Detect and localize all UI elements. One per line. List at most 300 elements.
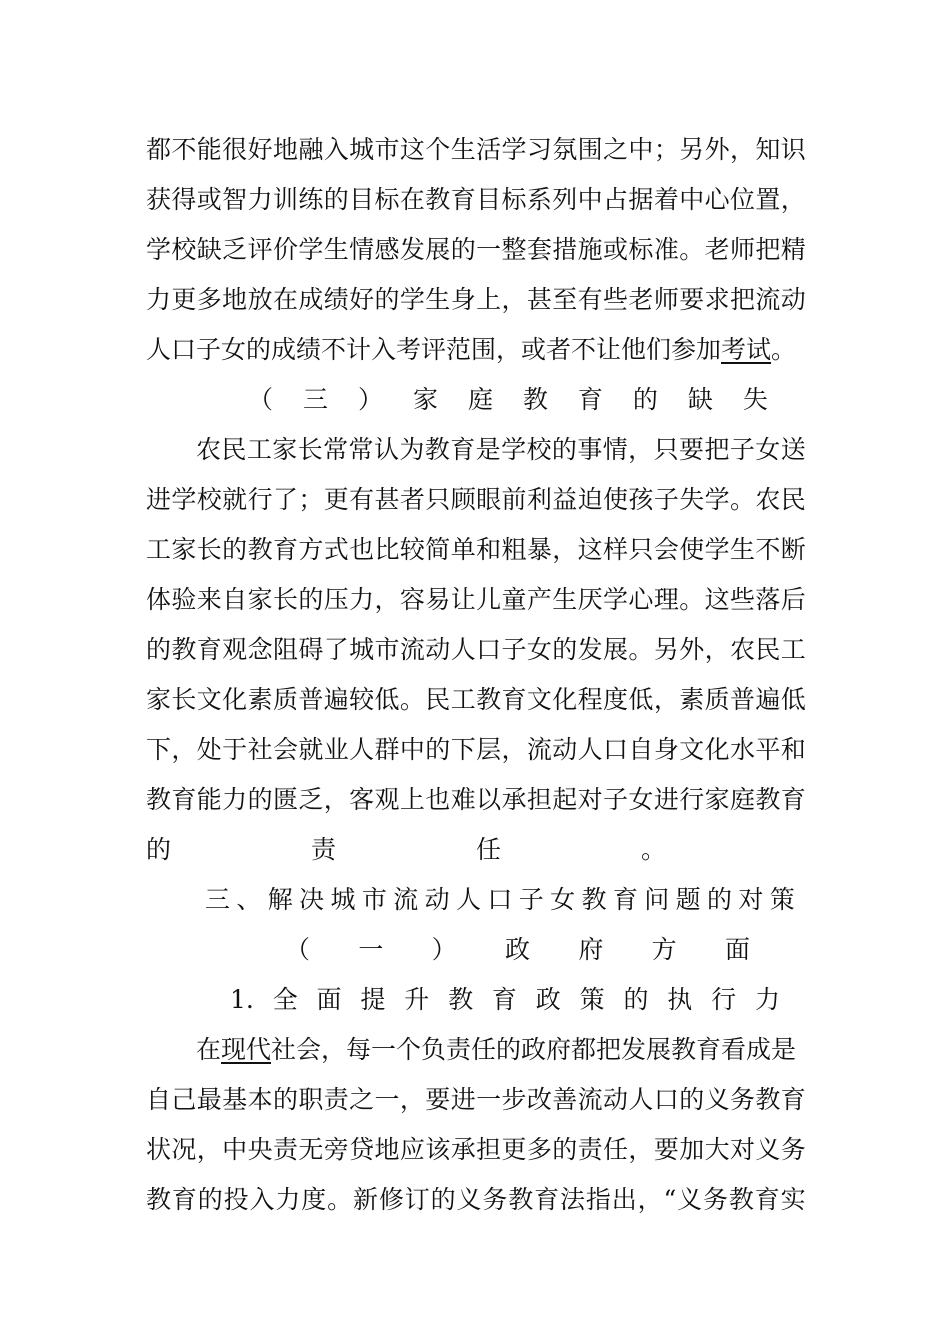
text-char: 压 — [323, 585, 349, 614]
text-char: ， — [628, 1135, 654, 1164]
text-char: 文 — [526, 685, 552, 714]
text-char: 进 — [450, 1085, 476, 1114]
heading-char: 育 — [491, 985, 517, 1014]
text-char: 校 — [526, 435, 552, 464]
text-char: 改 — [526, 1085, 552, 1114]
text-char: 位 — [729, 185, 755, 214]
heading-char: 责 — [310, 835, 336, 864]
text-char: 。 — [679, 585, 705, 614]
text-char: 力 — [146, 285, 172, 314]
text-char: 文 — [679, 735, 705, 764]
text-char: 观 — [374, 785, 400, 814]
text-char: 就 — [298, 735, 324, 764]
text-char: 以 — [476, 785, 502, 814]
text-char: 这 — [399, 135, 425, 164]
paragraph-line — [146, 530, 806, 570]
text-char: 和 — [476, 535, 502, 564]
text-char: ， — [653, 685, 679, 714]
heading-char: 庭 — [467, 385, 493, 414]
text-char: 育 — [780, 785, 806, 814]
text-char: 水 — [729, 735, 755, 764]
heading-char: 政 — [504, 935, 530, 964]
text-char: 城 — [349, 635, 375, 664]
heading-char: 城 — [330, 885, 356, 914]
text-char: 感 — [374, 235, 400, 264]
text-char: 民 — [425, 685, 451, 714]
text-char: ， — [780, 185, 806, 214]
text-char: 获 — [146, 185, 172, 214]
text-char: 送 — [780, 435, 806, 464]
text-char: 女 — [628, 785, 654, 814]
paragraph-line — [196, 430, 806, 470]
text-char: 益 — [552, 485, 578, 514]
text-char: 暴 — [526, 535, 552, 564]
text-char: 自 — [146, 1085, 172, 1114]
text-char: 动 — [552, 735, 578, 764]
text-char: 师 — [729, 235, 755, 264]
text-char: ， — [323, 785, 349, 814]
text-char: 普 — [729, 685, 755, 714]
paragraph-line — [146, 330, 806, 370]
text-char: 工 — [146, 535, 172, 564]
text-char: 的 — [197, 1185, 223, 1214]
text-char: 更 — [501, 1135, 527, 1164]
text-char: 师 — [653, 285, 679, 314]
heading-char: 力 — [754, 985, 780, 1014]
text-char: 活 — [476, 135, 502, 164]
text-char: 口 — [603, 735, 629, 764]
text-char: 展 — [425, 235, 451, 264]
text-char: 。 — [729, 485, 755, 514]
text-char: 。 — [628, 635, 654, 664]
text-char: 有 — [349, 485, 375, 514]
section-heading-government — [285, 930, 750, 970]
heading-char: 。 — [640, 835, 666, 864]
text-char: 育 — [754, 1185, 780, 1214]
text-char: 整 — [501, 235, 527, 264]
text-char: 于 — [222, 735, 248, 764]
heading-char: 题 — [675, 885, 701, 914]
text-char: 中 — [577, 185, 603, 214]
text-char: 学 — [704, 535, 730, 564]
text-char: 求 — [704, 285, 730, 314]
text-char: 义 — [755, 1135, 781, 1164]
text-char: 儿 — [476, 585, 502, 614]
heading-char: 解 — [267, 885, 293, 914]
text-char: 要 — [679, 435, 705, 464]
text-char: 庭 — [729, 785, 755, 814]
text-char: 力 — [247, 185, 273, 214]
text-char: 上 — [399, 785, 425, 814]
paragraph-line — [146, 1180, 806, 1220]
text-char: 教 — [425, 185, 451, 214]
text-char: 善 — [552, 1085, 578, 1114]
text-char: 应 — [399, 1135, 425, 1164]
text-char: 人 — [349, 735, 375, 764]
text-char: 的 — [450, 235, 476, 264]
text-char: 育 — [501, 685, 527, 714]
text-char: 长 — [272, 585, 298, 614]
text-char: 民 — [780, 485, 806, 514]
text-char: 练 — [298, 185, 324, 214]
line-text: 人口子女的成绩不计入考评范围，或者不让他们参加 — [146, 335, 722, 364]
text-char: 任 — [603, 1135, 629, 1164]
text-char: 把 — [729, 285, 755, 314]
heading-char: 的 — [707, 885, 733, 914]
text-char: 农 — [755, 485, 781, 514]
text-char: 得 — [171, 185, 197, 214]
text-char: 教 — [508, 1185, 534, 1214]
text-char: 学 — [399, 285, 425, 314]
heading-char: 子 — [518, 885, 544, 914]
heading-char: 三 — [302, 385, 328, 414]
text-char: 。 — [327, 1185, 353, 1214]
text-char: 目 — [349, 185, 375, 214]
text-char: 就 — [222, 485, 248, 514]
text-char: 工 — [450, 685, 476, 714]
text-char: 和 — [780, 735, 806, 764]
text-char: 更 — [323, 485, 349, 514]
text-char: 子 — [653, 485, 679, 514]
paragraph-line — [146, 630, 806, 670]
text-char: 者 — [399, 485, 425, 514]
text-char: 长 — [171, 685, 197, 714]
text-char: 产 — [526, 585, 552, 614]
text-char: 投 — [223, 1185, 249, 1214]
text-char: 化 — [704, 735, 730, 764]
text-char: 落 — [755, 585, 781, 614]
text-char: 流 — [399, 635, 425, 664]
heading-char: 三 — [205, 885, 231, 914]
text-char: 进 — [653, 785, 679, 814]
text-char: 法 — [560, 1185, 586, 1214]
text-char: 断 — [780, 535, 806, 564]
text-char: 使 — [603, 485, 629, 514]
heading-char: 面 — [316, 985, 342, 1014]
text-char: 围 — [577, 135, 603, 164]
text-char: 订 — [404, 1185, 430, 1214]
heading-char: 升 — [404, 985, 430, 1014]
paragraph-line — [146, 280, 806, 320]
text-char: 育 — [450, 435, 476, 464]
text-char: 家 — [146, 685, 172, 714]
text-char: 的 — [298, 585, 324, 614]
text-char: 乏 — [222, 235, 248, 264]
text-char: 子 — [603, 785, 629, 814]
text-char: 教 — [755, 1085, 781, 1114]
text-char: 后 — [780, 585, 806, 614]
text-char: 不 — [755, 535, 781, 564]
text-char: 能 — [196, 785, 222, 814]
heading-char: 政 — [535, 985, 561, 1014]
text-char: 外 — [704, 135, 730, 164]
text-char: 措 — [552, 235, 578, 264]
text-char: 动 — [603, 1085, 629, 1114]
text-char: 体 — [146, 585, 172, 614]
text-char: 市 — [374, 635, 400, 664]
text-char: 的 — [272, 1085, 298, 1114]
text-char: 责 — [272, 1135, 298, 1164]
text-char: 加 — [679, 1135, 705, 1164]
text-char: 遍 — [755, 685, 781, 714]
text-char: 度 — [603, 685, 629, 714]
section-heading-family-education — [248, 380, 768, 420]
text-char: 更 — [171, 285, 197, 314]
text-char: 难 — [450, 785, 476, 814]
text-char: ； — [298, 485, 324, 514]
text-char: 事 — [577, 435, 603, 464]
text-char: 己 — [171, 1085, 197, 1114]
text-char: 的 — [374, 285, 400, 314]
text-char: 实 — [780, 1185, 806, 1214]
heading-char: 教 — [522, 385, 548, 414]
text-char: 的 — [323, 185, 349, 214]
text-char: 要 — [679, 285, 705, 314]
text-char: 家 — [704, 785, 730, 814]
text-char: 在 — [399, 185, 425, 214]
text-char: 教 — [476, 685, 502, 714]
text-char: 也 — [425, 785, 451, 814]
text-char: 心 — [704, 185, 730, 214]
text-char: 好 — [349, 285, 375, 314]
text-char: 低 — [628, 685, 654, 714]
text-char: 匮 — [272, 785, 298, 814]
text-char: 情 — [349, 235, 375, 264]
heading-char: 流 — [393, 885, 419, 914]
text-char: 。 — [399, 685, 425, 714]
text-char: 中 — [628, 135, 654, 164]
text-char: 习 — [526, 135, 552, 164]
text-char: 准 — [653, 235, 679, 264]
text-char: ， — [552, 535, 578, 564]
text-char: 务 — [780, 1135, 806, 1164]
text-char: 方 — [298, 535, 324, 564]
text-char: 家 — [171, 535, 197, 564]
text-char: ， — [501, 285, 527, 314]
text-char: 至 — [552, 285, 578, 314]
section-heading-policy-execution — [230, 980, 780, 1020]
paragraph-line — [146, 580, 806, 620]
text-char: 业 — [323, 735, 349, 764]
text-char: 力 — [349, 585, 375, 614]
text-char: 地 — [374, 1135, 400, 1164]
text-char: 很 — [222, 135, 248, 164]
text-char: 理 — [653, 585, 679, 614]
text-char: 的 — [425, 735, 451, 764]
text-char: 知 — [755, 135, 781, 164]
text-char: 下 — [146, 735, 172, 764]
paragraph-line — [146, 230, 806, 270]
text-char: 入 — [323, 135, 349, 164]
text-char: 放 — [247, 285, 273, 314]
text-char: 一 — [476, 1085, 502, 1114]
text-char: 念 — [247, 635, 273, 664]
text-char: 上 — [476, 285, 502, 314]
text-char: 处 — [196, 735, 222, 764]
text-char: 动 — [780, 285, 806, 314]
text-char: 单 — [450, 535, 476, 564]
text-char: 指 — [585, 1185, 611, 1214]
text-char: 子 — [501, 635, 527, 664]
text-char: 况 — [171, 1135, 197, 1164]
text-char: 系 — [526, 185, 552, 214]
text-char: 厌 — [577, 585, 603, 614]
heading-char: 方 — [651, 935, 677, 964]
text-char: 一 — [476, 235, 502, 264]
text-char: 中 — [399, 735, 425, 764]
text-char: 教 — [171, 635, 197, 664]
text-char: 教 — [247, 535, 273, 564]
text-char: 老 — [628, 285, 654, 314]
text-char: 认 — [373, 435, 399, 464]
text-char: 着 — [653, 185, 679, 214]
text-char: 步 — [501, 1085, 527, 1114]
text-char: 人 — [450, 635, 476, 664]
text-char: 把 — [704, 435, 730, 464]
heading-char: （ — [248, 385, 274, 414]
text-char: 人 — [577, 735, 603, 764]
paragraph-line — [146, 1080, 806, 1120]
text-char: 发 — [577, 635, 603, 664]
text-char: 会 — [653, 535, 679, 564]
text-char: 展 — [603, 635, 629, 664]
text-char: 旁 — [323, 1135, 349, 1164]
heading-char: 执 — [667, 985, 693, 1014]
text-char: 农 — [196, 435, 222, 464]
text-char: 发 — [399, 235, 425, 264]
text-char: 失 — [679, 485, 705, 514]
text-char: 对 — [729, 1135, 755, 1164]
text-char: 或 — [196, 185, 222, 214]
text-char: 市 — [374, 135, 400, 164]
line-text: 社会，每一个负责任的政府都把发展教育看成是 — [271, 1035, 797, 1064]
text-char: 外 — [679, 635, 705, 664]
text-char: 民 — [221, 435, 247, 464]
text-char: 的 — [247, 785, 273, 814]
text-char: 不 — [171, 135, 197, 164]
exam-link[interactable]: 考试 — [721, 335, 772, 364]
text-char: 程 — [577, 685, 603, 714]
text-char: 只 — [425, 485, 451, 514]
heading-char: 行 — [711, 985, 737, 1014]
text-char: 生 — [425, 285, 451, 314]
text-char: 义 — [677, 1185, 703, 1214]
text-char: 民 — [755, 635, 781, 664]
text-char: 较 — [399, 535, 425, 564]
text-char: 置 — [755, 185, 781, 214]
text-char: 起 — [552, 785, 578, 814]
text-char: 学 — [146, 235, 172, 264]
text-char: ； — [653, 135, 679, 164]
heading-char: 育 — [577, 385, 603, 414]
text-char: 常 — [323, 435, 349, 464]
text-char: 中 — [222, 1135, 248, 1164]
text-char: 要 — [653, 1135, 679, 1164]
text-char: 化 — [552, 685, 578, 714]
text-char: 简 — [425, 535, 451, 564]
heading-char: 口 — [487, 885, 513, 914]
text-char: 列 — [552, 185, 578, 214]
paragraph-line — [146, 680, 806, 720]
text-char: 另 — [653, 635, 679, 664]
text-char: 童 — [501, 585, 527, 614]
text-char: 状 — [146, 1135, 172, 1164]
paragraph-line — [146, 180, 806, 220]
heading-char: 问 — [644, 885, 670, 914]
text-char: 易 — [425, 585, 451, 614]
text-char: 绩 — [323, 285, 349, 314]
text-char: 中 — [679, 185, 705, 214]
text-char: 都 — [146, 135, 172, 164]
text-char: 力 — [275, 1185, 301, 1214]
heading-char: 人 — [456, 885, 482, 914]
text-char: 承 — [450, 1135, 476, 1164]
heading-char: 缺 — [687, 385, 713, 414]
text-char: 成 — [298, 285, 324, 314]
text-char: 学 — [603, 585, 629, 614]
text-char: 育 — [780, 1085, 806, 1114]
line-text: 。 — [771, 335, 797, 364]
text-char: 身 — [450, 285, 476, 314]
text-char: ， — [171, 735, 197, 764]
modern-link[interactable]: 现代 — [221, 1035, 272, 1064]
text-char: 甚 — [374, 485, 400, 514]
text-char: 一 — [374, 1085, 400, 1114]
text-char: 教 — [755, 785, 781, 814]
text-char: 的 — [679, 1085, 705, 1114]
text-char: 较 — [349, 685, 375, 714]
text-char: 评 — [247, 235, 273, 264]
text-char: 工 — [246, 435, 272, 464]
text-char: ， — [628, 435, 654, 464]
text-char: 只 — [628, 535, 654, 564]
text-char: 担 — [476, 1135, 502, 1164]
text-char: 行 — [247, 485, 273, 514]
text-char: 务 — [703, 1185, 729, 1214]
text-char: 遍 — [323, 685, 349, 714]
text-char: 据 — [628, 185, 654, 214]
text-char: 人 — [628, 1085, 654, 1114]
text-char: ， — [374, 585, 400, 614]
text-char: 女 — [526, 635, 552, 664]
paragraph-line — [146, 1130, 806, 1170]
heading-char: 提 — [360, 985, 386, 1014]
text-char: 下 — [450, 735, 476, 764]
text-char: “ — [663, 1185, 677, 1214]
text-char: 央 — [247, 1135, 273, 1164]
text-char: 工 — [780, 635, 806, 664]
text-char: 来 — [196, 585, 222, 614]
text-char: 女 — [755, 435, 781, 464]
text-char: 了 — [323, 635, 349, 664]
text-char: 低 — [780, 685, 806, 714]
text-char: 长 — [297, 435, 323, 464]
text-char: 本 — [247, 1085, 273, 1114]
text-char: 能 — [196, 135, 222, 164]
text-char: 这 — [577, 535, 603, 564]
text-char: 训 — [272, 185, 298, 214]
text-char: 素 — [679, 685, 705, 714]
heading-char: （ — [285, 935, 311, 964]
text-char: 职 — [298, 1085, 324, 1114]
text-char: 要 — [425, 1085, 451, 1114]
text-char: 长 — [196, 535, 222, 564]
text-char: 缺 — [196, 235, 222, 264]
text-char: 样 — [603, 535, 629, 564]
heading-char: 对 — [738, 885, 764, 914]
text-char: 修 — [378, 1185, 404, 1214]
text-char: 乏 — [298, 785, 324, 814]
